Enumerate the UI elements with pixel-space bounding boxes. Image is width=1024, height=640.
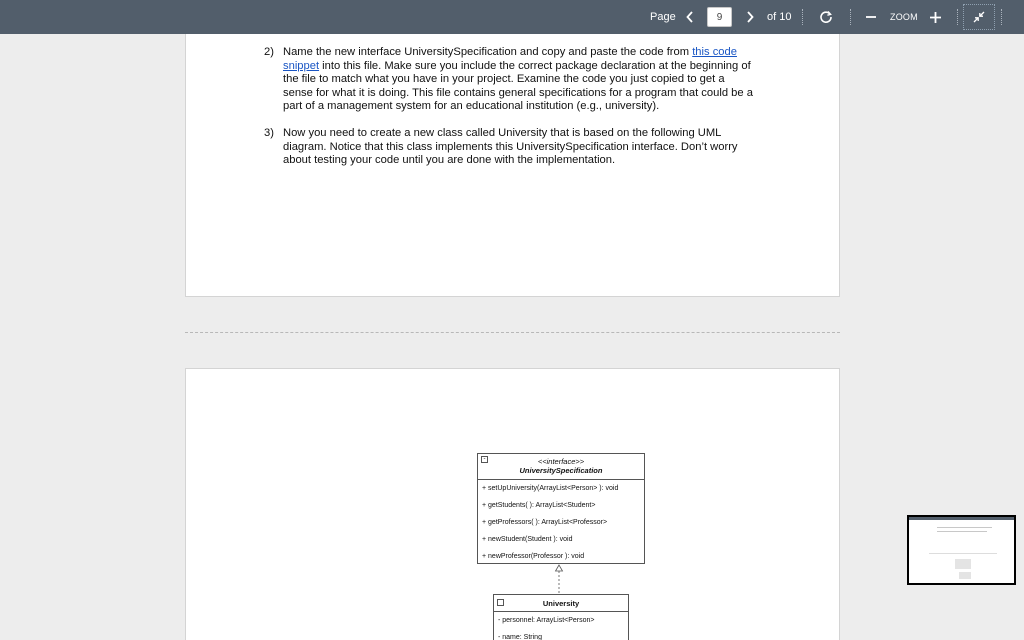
viewer-toolbar [0, 0, 1024, 34]
step-text: Now you need to create a new class called University that is based on the following UML diagram. Notice that this class implements this UniversitySpecification interface. Don’t worry about testing your code until you are done with the implementation. [283, 127, 738, 167]
uml-realization-arrow [553, 564, 565, 594]
uml-interface-name: UniversitySpecification [519, 466, 603, 475]
thumbnail-line [955, 559, 971, 569]
class-icon [497, 599, 504, 606]
toolbar-divider [957, 9, 958, 25]
zoom-in-button[interactable] [928, 0, 942, 34]
next-page-button[interactable] [743, 0, 757, 34]
exit-fullscreen-button[interactable] [963, 4, 995, 30]
uml-attribute: - personnel: ArrayList<Person> [498, 617, 595, 624]
plus-icon [930, 12, 941, 23]
uml-method: + newProfessor(Professor ): void [482, 553, 585, 560]
zoom-label: ZOOM [890, 12, 918, 22]
page-number-input[interactable] [707, 7, 732, 27]
rotate-button[interactable] [816, 0, 836, 34]
previous-page-button[interactable] [683, 0, 697, 34]
code-snippet-link[interactable]: this code snippet [283, 46, 737, 72]
uml-attribute: - name: String [498, 634, 542, 640]
uml-class-name: University [542, 599, 580, 608]
page-divider [185, 332, 840, 333]
chevron-right-icon [746, 11, 754, 23]
page-label: Page [650, 11, 676, 23]
uml-class-box [493, 594, 629, 640]
document-page [185, 34, 840, 297]
thumbnail-line [937, 531, 987, 532]
zoom-out-button[interactable] [864, 0, 878, 34]
uml-stereotype: <<interface>> [537, 457, 585, 466]
uml-method: + getStudents( ): ArrayList<Student> [482, 502, 596, 509]
uml-method: + setUpUniversity(ArrayList<Person> ): void [482, 485, 619, 492]
collapse-icon: - [481, 456, 488, 463]
collapse-icon [973, 11, 985, 23]
instruction-step-2 [264, 46, 754, 114]
uml-class-header [494, 595, 628, 612]
document-page [185, 368, 840, 640]
thumbnail-line [959, 572, 971, 579]
toolbar-divider [1001, 9, 1002, 25]
step-text: Name the new interface UniversitySpecification and copy and paste the code from this code snippet into this file. Make sure you include the correct package declaration at the beginning of the file to match what you have in your project. Examine the code you just copied to get a sense for what it is doing. This file contains general specifications for a program that could be a part of a management system for an educational institution (e.g., university). [283, 46, 753, 113]
minus-icon [866, 12, 876, 22]
uml-method: + getProfessors( ): ArrayList<Professor> [482, 519, 608, 526]
toolbar-divider [850, 9, 851, 25]
uml-interface-box [477, 453, 645, 564]
page-thumbnail[interactable] [907, 515, 1016, 585]
step-number: 2) [264, 46, 274, 58]
chevron-left-icon [686, 11, 694, 23]
uml-interface-header [478, 454, 644, 480]
rotate-icon [819, 10, 833, 24]
toolbar-divider [802, 9, 803, 25]
instruction-step-3 [264, 127, 754, 168]
page-total: of 10 [767, 11, 792, 23]
step-number: 3) [264, 127, 274, 139]
thumbnail-line [929, 553, 997, 554]
uml-method: + newStudent(Student ): void [482, 536, 573, 543]
thumbnail-line [937, 527, 992, 528]
thumbnail-toolbar [909, 517, 1014, 520]
